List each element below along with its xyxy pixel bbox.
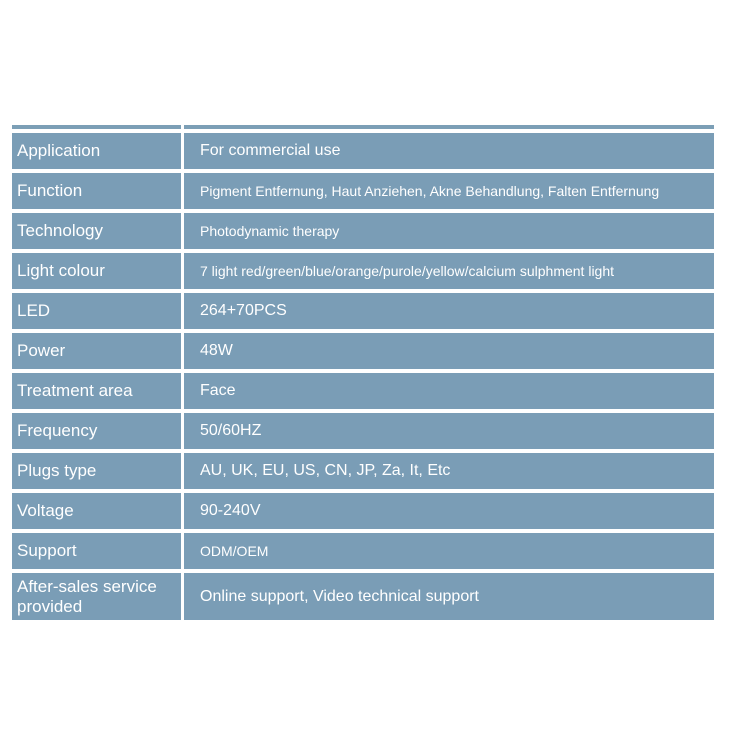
row-value: Pigment Entfernung, Haut Anziehen, Akne Behandlung, Falten Entfernung	[184, 173, 714, 209]
row-value: 264+70PCS	[184, 293, 714, 329]
row-value: 48W	[184, 333, 714, 369]
row-label: LED	[12, 293, 181, 329]
row-label: Treatment area	[12, 373, 181, 409]
top-rule-left	[12, 125, 181, 129]
row-label: Light colour	[12, 253, 181, 289]
table-row-led	[12, 293, 714, 329]
table-row-power	[12, 333, 714, 369]
table-row-technology	[12, 213, 714, 249]
table-row-function	[12, 173, 714, 209]
row-label: Voltage	[12, 493, 181, 529]
row-value: 7 light red/green/blue/orange/purole/yellow/calcium sulphment light	[184, 253, 714, 289]
top-rule-right	[184, 125, 714, 129]
row-value: AU, UK, EU, US, CN, JP, Za, It, Etc	[184, 453, 714, 489]
row-label: Frequency	[12, 413, 181, 449]
row-label: After-sales service provided	[12, 573, 181, 620]
row-value: 50/60HZ	[184, 413, 714, 449]
row-value: 90-240V	[184, 493, 714, 529]
table-row-voltage	[12, 493, 714, 529]
row-label: Support	[12, 533, 181, 569]
row-label: Power	[12, 333, 181, 369]
row-label: Application	[12, 133, 181, 169]
row-label: Plugs type	[12, 453, 181, 489]
row-label: Technology	[12, 213, 181, 249]
row-value: Photodynamic therapy	[184, 213, 714, 249]
table-row-treatment-area	[12, 373, 714, 409]
row-value: Online support, Video technical support	[184, 573, 714, 620]
table-top-rule	[12, 125, 714, 129]
table-row-frequency	[12, 413, 714, 449]
row-value: Face	[184, 373, 714, 409]
row-value: For commercial use	[184, 133, 714, 169]
spec-table	[12, 125, 714, 620]
table-row-support	[12, 533, 714, 569]
table-row-application	[12, 133, 714, 169]
row-value: ODM/OEM	[184, 533, 714, 569]
table-row-plugs-type	[12, 453, 714, 489]
table-row-light-colour	[12, 253, 714, 289]
table-row-after-sales	[12, 573, 714, 620]
row-label: Function	[12, 173, 181, 209]
